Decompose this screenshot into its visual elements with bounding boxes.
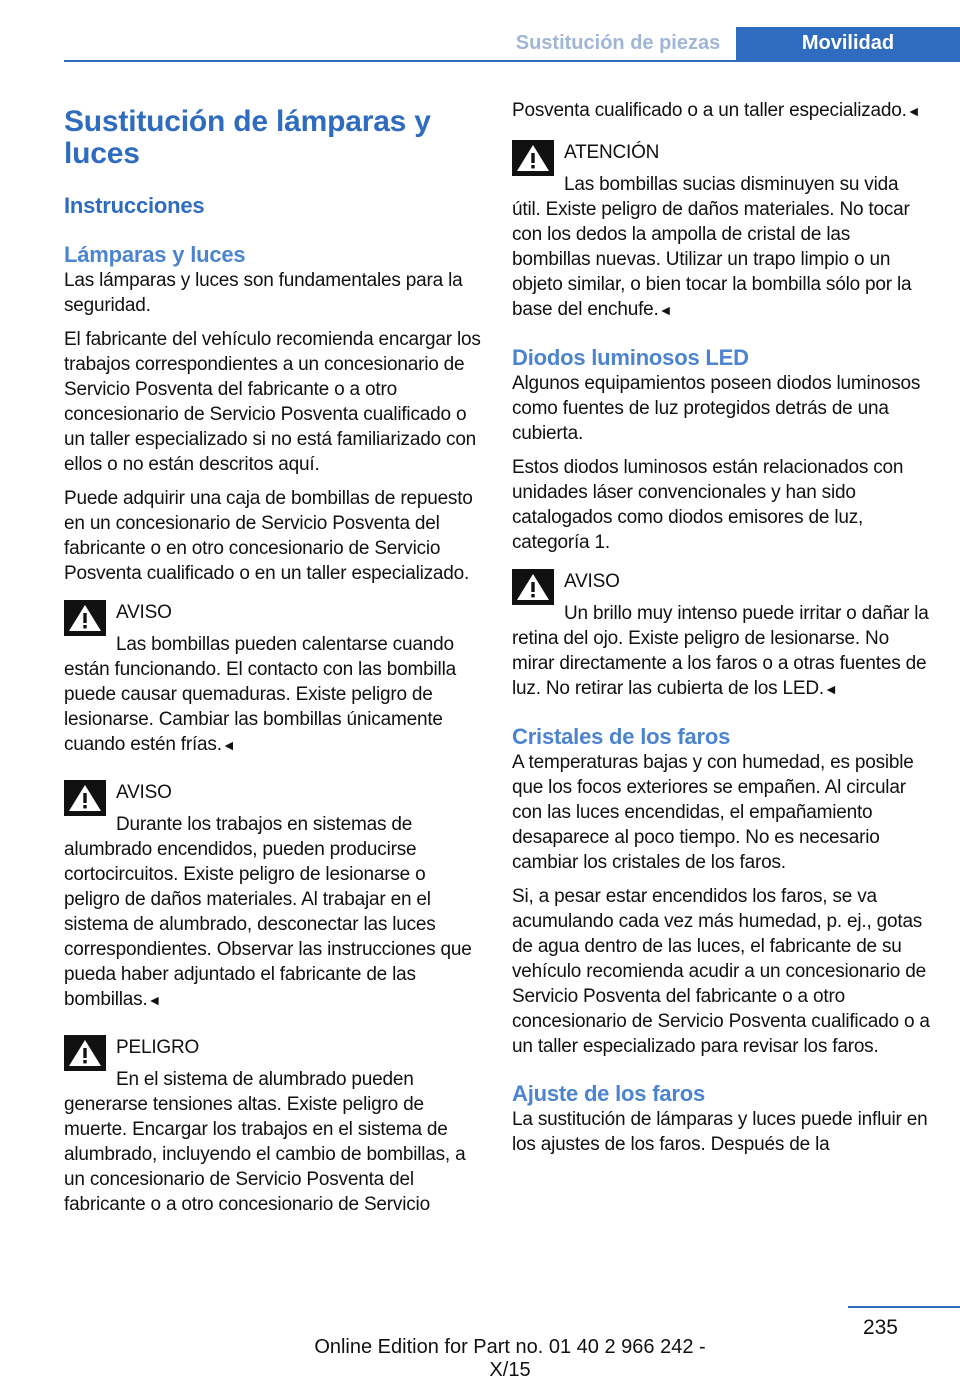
caution-block xyxy=(512,140,930,323)
end-mark: ◄ xyxy=(221,737,236,753)
end-mark: ◄ xyxy=(906,103,921,119)
left-column xyxy=(64,98,482,1239)
warning-title: AVISO xyxy=(116,782,172,803)
danger-text: En el sistema de alumbrado pueden generarse tensiones altas. Existe peligro de muerte. Encargar los trabajos en el sistema de alumbrado, incluyendo el cambio de bombillas, a un concesionario de Servicio Posventa del fabricante o a otro concesionario de Servicio xyxy=(64,1069,466,1215)
warning-triangle-icon xyxy=(64,780,106,816)
paragraph: El fabricante del vehículo recomienda encargar los trabajos correspondientes a un concesionario de Servicio Posventa del fabricante o a otro concesionario de Servicio Posventa cualificado o un taller especializado si no está familiarizado con ellos o no están descritos aquí. xyxy=(64,329,481,475)
warning-title: AVISO xyxy=(116,602,172,623)
warning-triangle-icon xyxy=(64,1035,106,1071)
paragraph: Algunos equipamientos poseen diodos luminosos como fuentes de luz protegidos detrás de una cubierta. xyxy=(512,373,921,444)
header-chapter-tab: Movilidad xyxy=(736,27,960,60)
continued-text: Posventa cualificado o a un taller especializado. xyxy=(512,100,907,121)
paragraph: Estos diodos luminosos están relacionados con unidades láser convencionales y han sido catalogados como diodos emisores de luz, categoría 1. xyxy=(512,457,904,553)
warning-title: AVISO xyxy=(564,571,620,592)
warning-text: Un brillo muy intenso puede irritar o dañar la retina del ojo. Existe peligro de lesionarse. No mirar directamente a los faros o a otras fuentes de luz. No retirar las cubierta de los LED. xyxy=(512,603,929,699)
danger-block xyxy=(64,1035,482,1217)
caution-title: ATENCIÓN xyxy=(564,142,660,163)
right-column xyxy=(512,98,930,1166)
paragraph: Las lámparas y luces son fundamentales para la seguridad. xyxy=(64,270,463,316)
paragraph: A temperaturas bajas y con humedad, es posible que los focos exteriores se empañen. Al circular con las luces encendidas, el empañamiento desaparece al poco tiempo. No es necesario cambiar los cristales de los faros. xyxy=(512,752,914,873)
warning-text: Durante los trabajos en sistemas de alumbrado encendidos, pueden producirse cortocircuitos. Existe peligro de lesionarse o peligro de daños materiales. Al trabajar en el sistema de alumbrado, desconectar las luces correspondientes. Observar las instrucciones que pueda haber adjuntado el fabricante de las bombillas. xyxy=(64,814,472,1010)
end-mark: ◄ xyxy=(147,992,162,1008)
header-section-title: Sustitución de piezas xyxy=(515,32,721,54)
warning-text: Las bombillas pueden calentarse cuando están funcionando. El contacto con las bombilla puede causar quemaduras. Existe peligro de lesionarse. Cambiar las bombillas únicamente cuando estén frías. xyxy=(64,634,456,755)
heading-lamparas-luces: Lámparas y luces xyxy=(64,242,246,267)
section-subtitle: Instrucciones xyxy=(64,193,205,218)
heading-ajuste-faros: Ajuste de los faros xyxy=(512,1081,706,1106)
warning-block xyxy=(64,600,482,758)
end-mark: ◄ xyxy=(823,681,838,697)
heading-diodos-led: Diodos luminosos LED xyxy=(512,345,749,370)
end-mark: ◄ xyxy=(658,302,673,318)
footer-rule xyxy=(848,1306,960,1308)
caution-text: Las bombillas sucias disminuyen su vida útil. Existe peligro de daños materiales. No tocar con los dedos la ampolla de cristal de las bombillas nuevas. Utilizar un trapo limpio o un objeto similar, o bien tocar la bombilla sólo por la base del enchufe. xyxy=(512,174,912,320)
heading-cristales-faros: Cristales de los faros xyxy=(512,724,731,749)
paragraph: La sustitución de lámparas y luces puede influir en los ajustes de los faros. Después de la xyxy=(512,1109,928,1155)
page-title: Sustitución de lámparas y luces xyxy=(64,105,431,170)
edition-footer: Online Edition for Part no. 01 40 2 966 242 - X/15 xyxy=(314,1336,706,1381)
page-header xyxy=(0,0,960,62)
page-number: 235 xyxy=(862,1316,898,1339)
header-rule xyxy=(64,60,960,62)
warning-block xyxy=(64,780,482,1013)
danger-title: PELIGRO xyxy=(116,1037,200,1058)
warning-triangle-icon xyxy=(512,140,554,176)
warning-triangle-icon xyxy=(64,600,106,636)
paragraph-continued xyxy=(512,98,930,124)
warning-triangle-icon xyxy=(512,569,554,605)
warning-block xyxy=(512,569,930,702)
paragraph: Si, a pesar estar encendidos los faros, se va acumulando cada vez más humedad, p. ej., gotas de agua dentro de las luces, el fabricante de su vehículo recomienda acudir a un concesionario de Servicio Posventa del fabricante o a otro concesionario de Servicio Posventa cualificado o a un taller especializado para revisar los faros. xyxy=(512,886,930,1057)
paragraph: Puede adquirir una caja de bombillas de repuesto en un concesionario de Servicio Posventa del fabricante o en otro concesionario de Servicio Posventa cualificado o en un taller especializado. xyxy=(64,488,473,584)
